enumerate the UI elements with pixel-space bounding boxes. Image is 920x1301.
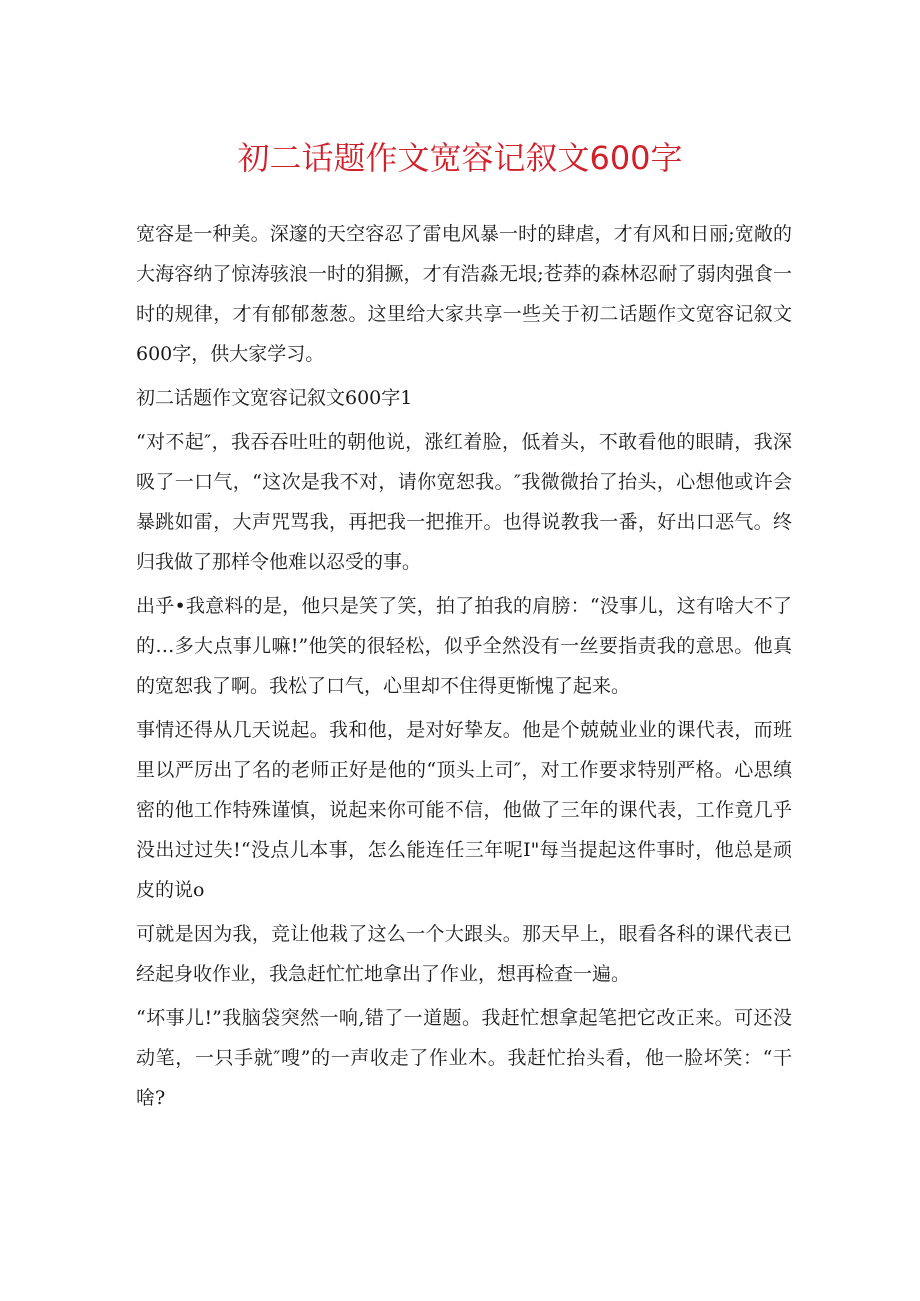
body-paragraph: “对不起″，我吞吞吐吐的朝他说，涨红着脸，低着头，不敢看他的眼睛，我深吸了一口气，“这次是我不对，请你宽恕我。″我微微抬了抬头，心想他或许会暴跳如雷，大声咒骂我，再把我一把推开。也得说教我一番，好出口恶气。终归我做了那样令他难以忍受的事。: [136, 431, 792, 573]
intro-paragraph: 宽容是一种美。深邃的天空容忍了雷电风暴一时的肆虐，才有风和日丽;宽敞的大海容纳了惊涛骇浪一时的狷撅，才有浩淼无垠;苍莽的森林忍耐了弱肉强食一时的规律，才有郁郁葱葱。这里给大家共享一些关于初二话题作文宽容记叙文600字，供大家学习。: [136, 223, 792, 365]
body-paragraph: 事情还得从几天说起。我和他，是对好挚友。他是个兢兢业业的课代表，而班里以严厉出了名的老师正好是他的“顶头上司″，对工作要求特别严格。心思缜密的他工作特殊谨慎，说起来你可能不信，他做了三年的课代表，工作竟几乎没出过过失!“没点儿本事，怎么能连任三年呢I"每当提起这件事时，他总是顽皮的说o: [136, 719, 792, 901]
body-paragraph: 可就是因为我，竞让他栽了这么一个大跟头。那天早上，眼看各科的课代表已经起身收作业，我急赶忙忙地拿出了作业，想再检查一遍。: [136, 923, 792, 985]
section-heading: 初二话题作文宽容记叙文600字1: [136, 387, 413, 409]
body-paragraph: 出乎•我意料的是，他只是笑了笑，拍了拍我的肩膀：“没事儿，这有啥大不了的…多大点事儿嘛!”他笑的很轻松，似乎全然没有一丝要指责我的意思。他真的宽恕我了啊。我松了口气，心里却不住得更惭愧了起来。: [136, 595, 792, 697]
document-body: [136, 214, 792, 1122]
body-paragraph: “坏事儿!”我脑袋突然一响,错了一道题。我赶忙想拿起笔把它改正来。可还没动笔，一只手就″嗖”的一声收走了作业木。我赶忙抬头看，他一脸坏笑：“干啥?: [136, 1007, 792, 1109]
document-title: 初二话题作文宽容记叙文600字: [237, 139, 683, 177]
